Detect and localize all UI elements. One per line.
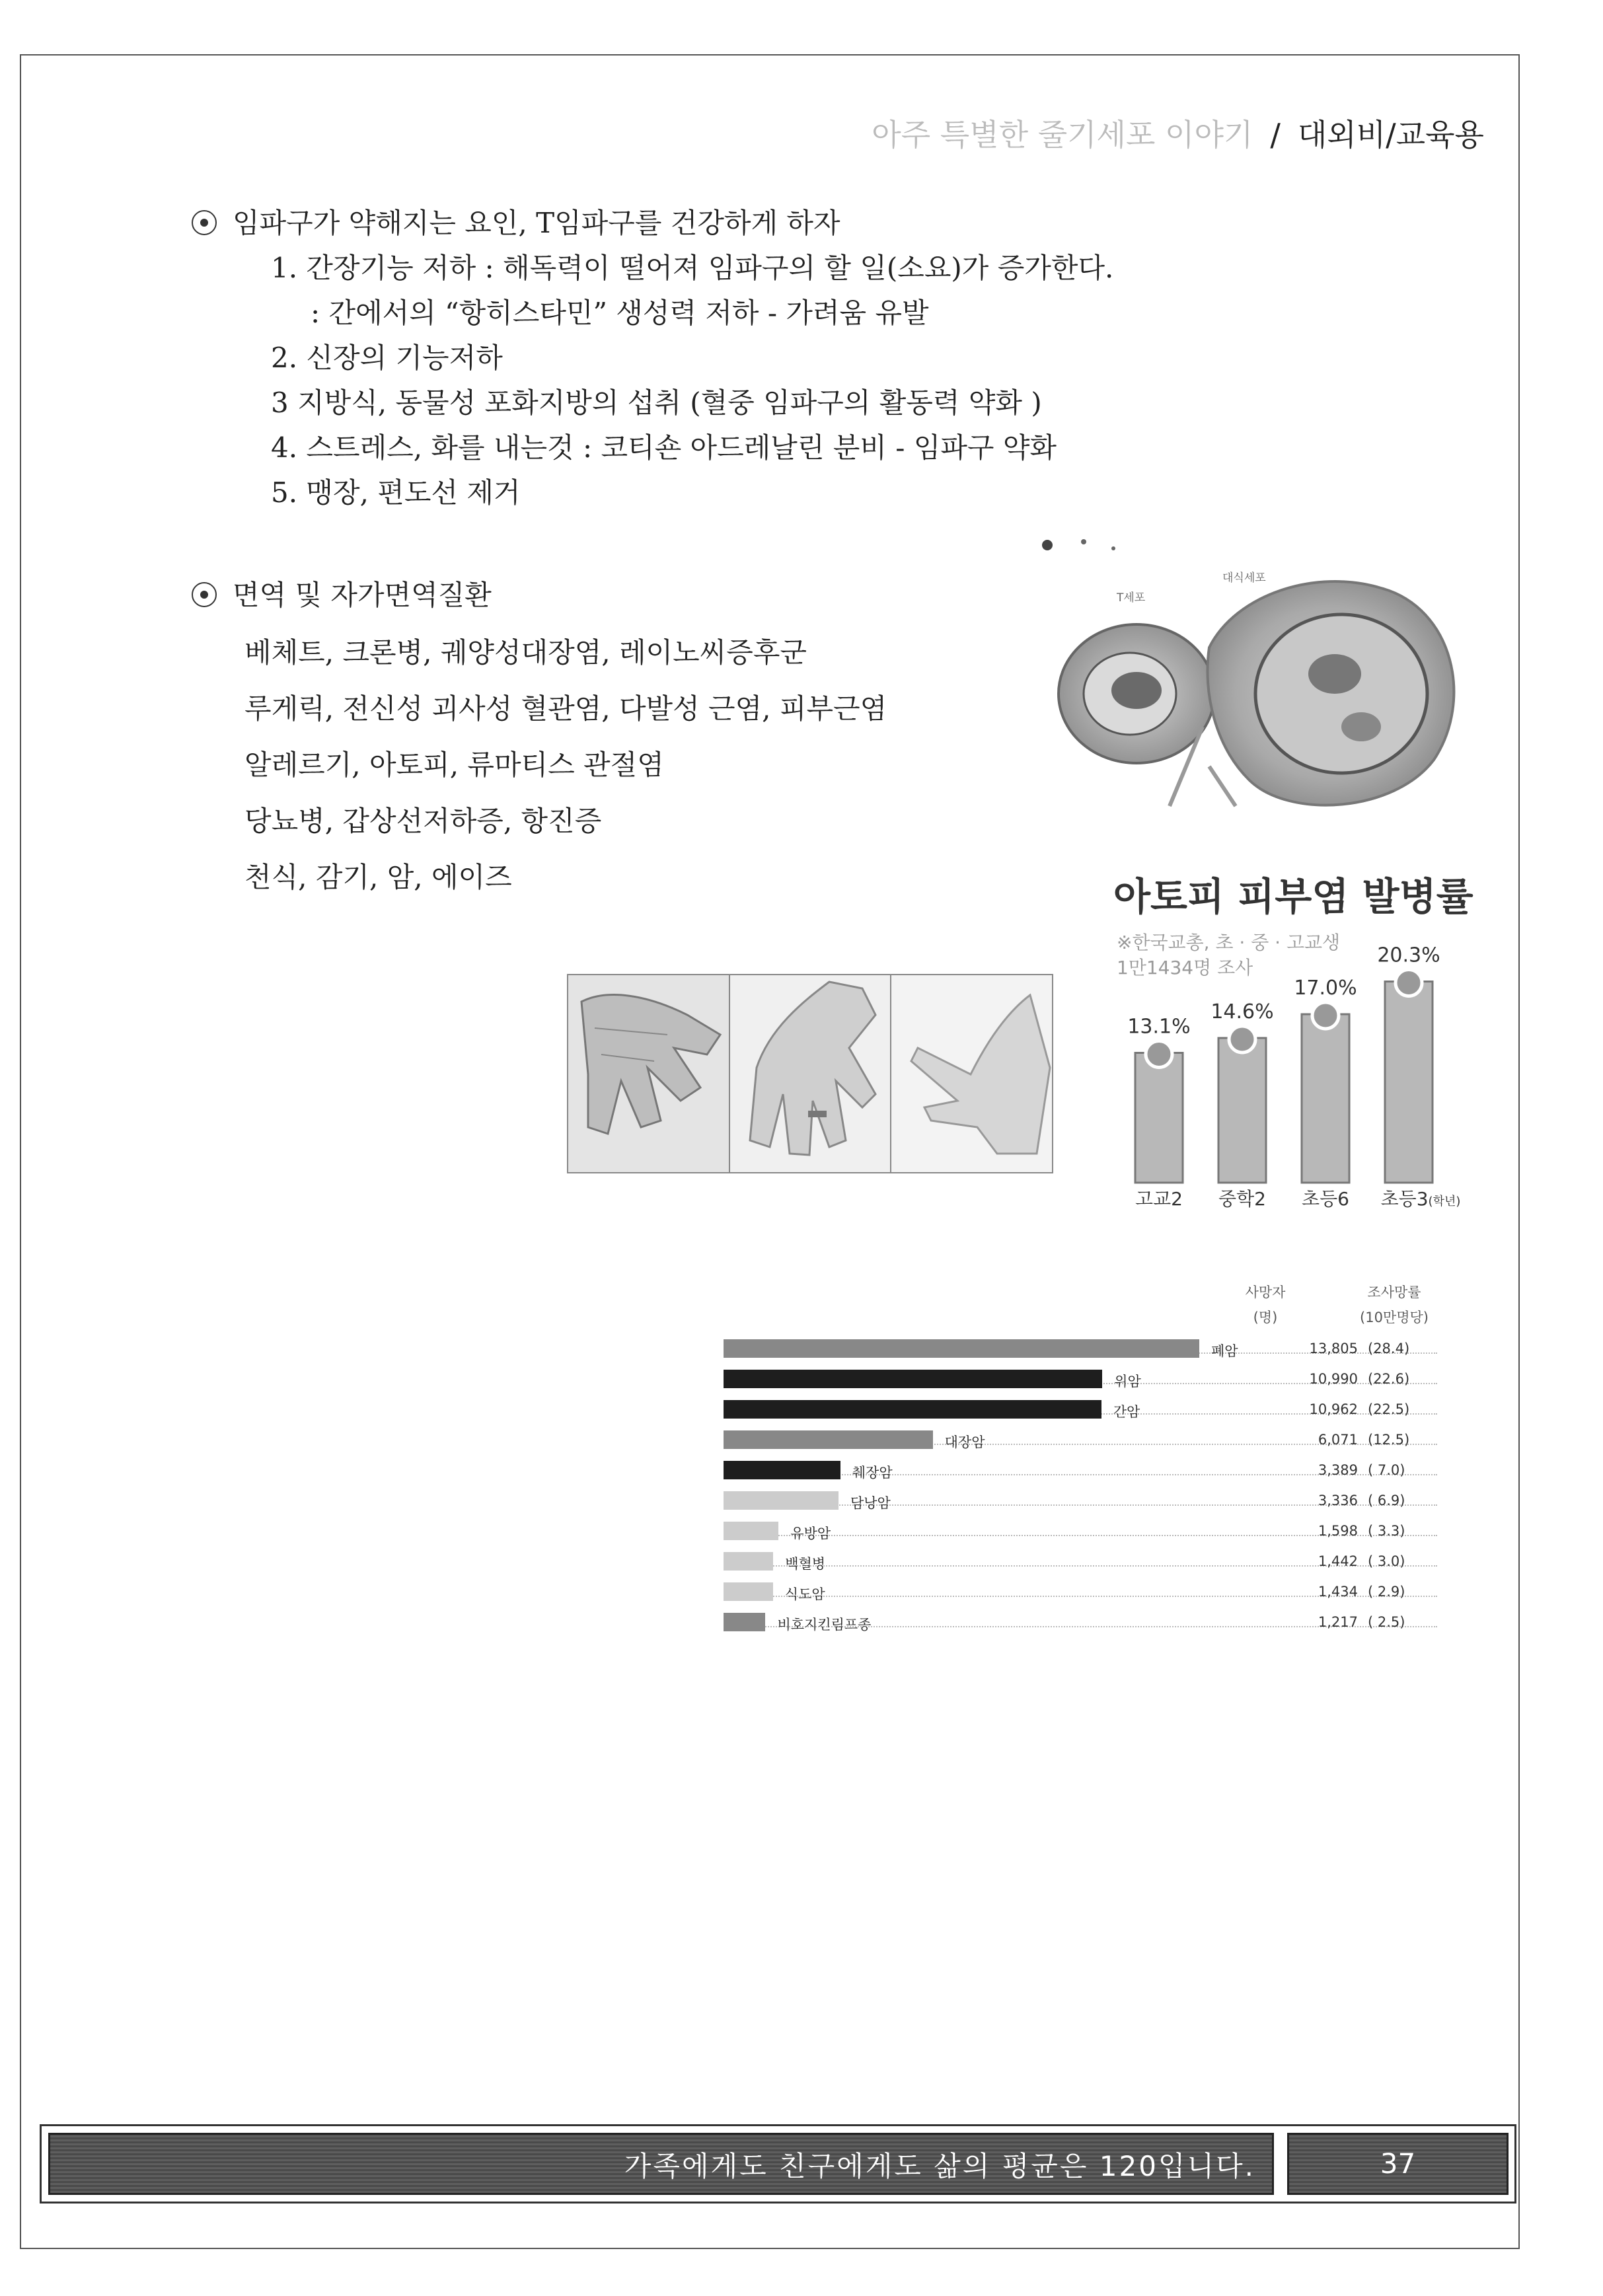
death-rate: (22.5)	[1368, 1401, 1410, 1417]
hand-photos	[567, 974, 1053, 1173]
hand-photo-1	[568, 975, 730, 1172]
atopy-category-label: 초등3(학년)	[1380, 1188, 1461, 1209]
atopy-category-label: 고교2	[1135, 1188, 1183, 1209]
death-bar	[724, 1613, 765, 1631]
table-row	[724, 1429, 1437, 1450]
table-row	[724, 1490, 1437, 1511]
table-row	[724, 1368, 1437, 1389]
death-rate: ( 7.0)	[1368, 1462, 1405, 1478]
death-count: 10,962	[1309, 1401, 1358, 1417]
atopy-bar	[1385, 982, 1433, 1183]
atopy-category-label: 중학2	[1218, 1188, 1266, 1209]
page-header	[872, 111, 1484, 155]
disease-line-4: 당뇨병, 갑상선저하증, 항진증	[244, 805, 602, 837]
deaths-header-line-2: (명)	[1253, 1310, 1278, 1325]
death-count: 3,389	[1318, 1462, 1358, 1478]
atopy-category-label: 초등6	[1302, 1188, 1349, 1209]
header-separator: /	[1270, 117, 1281, 153]
circle-bullet-icon	[192, 582, 217, 607]
death-rate: ( 3.0)	[1368, 1553, 1405, 1569]
death-rate: ( 2.9)	[1368, 1584, 1405, 1600]
death-bar	[724, 1370, 1102, 1388]
death-count: 13,805	[1309, 1341, 1358, 1356]
disease-line-1: 베체트, 크론병, 궤양성대장염, 레이노씨증후군	[244, 636, 807, 669]
cancer-name: 식도암	[784, 1586, 825, 1602]
atopy-note-line-1: ※한국교총, 초 · 중 · 고교생	[1117, 932, 1341, 953]
page-number: 37	[1380, 2147, 1416, 2180]
section-2-title-text: 면역 및 자가면역질환	[233, 579, 492, 611]
death-bar	[724, 1339, 1199, 1358]
death-rate: (22.6)	[1368, 1371, 1410, 1387]
death-count: 6,071	[1318, 1432, 1358, 1448]
section-2-title	[192, 574, 492, 613]
cell-micrograph	[1037, 529, 1480, 826]
atopy-chart-title: 아토피 피부염 발병률	[1113, 874, 1473, 919]
factor-item-3: 3 지방식, 동물성 포화지방의 섭취 (혈중 임파구의 활동력 약화 )	[271, 387, 1042, 419]
death-bar	[724, 1491, 839, 1510]
table-row	[724, 1551, 1437, 1572]
death-bar	[724, 1522, 778, 1540]
atopy-bar-marker	[1146, 1041, 1172, 1068]
atopy-value-label: 13.1%	[1127, 1015, 1191, 1039]
death-rate: (28.4)	[1368, 1341, 1410, 1356]
atopy-bar-chart	[1117, 925, 1487, 1209]
cancer-name: 비호지킨림프종	[777, 1617, 872, 1633]
atopy-value-label: 20.3%	[1377, 944, 1440, 967]
death-count: 3,336	[1318, 1493, 1358, 1508]
death-count: 1,434	[1318, 1584, 1358, 1600]
series-title: 아주 특별한 줄기세포 이야기	[872, 117, 1253, 153]
circle-bullet-icon	[192, 210, 217, 235]
factor-item-5: 5. 맹장, 편도선 제거	[271, 476, 521, 509]
table-row	[724, 1581, 1437, 1602]
death-count: 1,217	[1318, 1614, 1358, 1630]
death-bar	[724, 1552, 773, 1571]
rate-column-header	[1348, 1282, 1440, 1327]
rate-header-line-2: (10만명당)	[1360, 1310, 1429, 1325]
cancer-name: 췌장암	[852, 1465, 893, 1481]
death-count: 1,442	[1318, 1553, 1358, 1569]
footer-page-panel	[1287, 2133, 1509, 2195]
atopy-value-label: 17.0%	[1294, 977, 1357, 1000]
t-cell-label: T세포	[1117, 591, 1146, 605]
page-footer	[40, 2124, 1516, 2203]
table-row	[724, 1338, 1437, 1359]
atopy-value-label: 14.6%	[1211, 1000, 1274, 1023]
atopy-bar	[1135, 1053, 1183, 1183]
footer-slogan: 가족에게도 친구에게도 삶의 평균은 120입니다.	[624, 2150, 1255, 2182]
death-rate: ( 3.3)	[1368, 1523, 1405, 1539]
death-rate: ( 2.5)	[1368, 1614, 1405, 1630]
cancer-name: 담낭암	[850, 1495, 891, 1511]
deaths-column-header	[1232, 1282, 1298, 1327]
death-rate: ( 6.9)	[1368, 1493, 1405, 1508]
factor-item-1-note: : 간에서의 “항히스타민” 생성력 저하 - 가려움 유발	[311, 297, 929, 329]
section-1-title	[192, 202, 840, 241]
disease-line-5: 천식, 감기, 암, 에이즈	[244, 861, 512, 893]
death-bar	[724, 1582, 773, 1601]
cancer-death-table	[724, 1338, 1437, 1642]
death-bar	[724, 1461, 840, 1479]
disease-line-2: 루게릭, 전신성 괴사성 혈관염, 다발성 근염, 피부근염	[244, 692, 887, 725]
disease-line-3: 알레르기, 아토피, 류마티스 관절염	[244, 749, 664, 781]
atopy-bar-marker	[1312, 1002, 1339, 1029]
atopy-bar-marker	[1396, 970, 1422, 996]
table-row	[724, 1399, 1437, 1420]
death-count: 10,990	[1309, 1371, 1358, 1387]
cancer-name: 위암	[1114, 1374, 1141, 1389]
macrophage-label: 대식세포	[1222, 572, 1266, 585]
table-row	[724, 1460, 1437, 1481]
table-row	[724, 1520, 1437, 1541]
factor-item-2: 2. 신장의 기능저하	[271, 342, 503, 374]
footer-slogan-panel	[48, 2133, 1274, 2195]
cancer-name: 간암	[1113, 1404, 1140, 1420]
cancer-name: 대장암	[944, 1434, 985, 1450]
section-1-title-text: 임파구가 약해지는 요인, T임파구를 건강하게 하자	[233, 207, 840, 239]
cancer-name: 폐암	[1211, 1343, 1238, 1359]
death-bar	[724, 1430, 933, 1449]
factor-item-1: 1. 간장기능 저하 : 해독력이 떨어져 임파구의 할 일(소요)가 증가한다.	[271, 252, 1114, 284]
cancer-name: 유방암	[790, 1526, 831, 1541]
cancer-name: 백혈병	[785, 1556, 826, 1572]
death-bar	[724, 1400, 1101, 1419]
table-row	[724, 1611, 1437, 1633]
factor-item-4: 4. 스트레스, 화를 내는것 : 코티숀 아드레날린 분비 - 임파구 약화	[271, 431, 1057, 464]
audience-label: 대외비/교육용	[1297, 117, 1484, 153]
hand-photo-3	[891, 975, 1052, 1172]
atopy-bar	[1218, 1038, 1266, 1183]
deaths-header-line-1: 사망자	[1245, 1284, 1286, 1300]
atopy-bar-marker	[1229, 1026, 1255, 1053]
death-count: 1,598	[1318, 1523, 1358, 1539]
atopy-bar	[1302, 1014, 1349, 1183]
rate-header-line-1: 조사망률	[1367, 1284, 1421, 1300]
hand-photo-2	[730, 975, 892, 1172]
death-rate: (12.5)	[1368, 1432, 1410, 1448]
atopy-note-line-2: 1만1434명 조사	[1117, 957, 1253, 979]
